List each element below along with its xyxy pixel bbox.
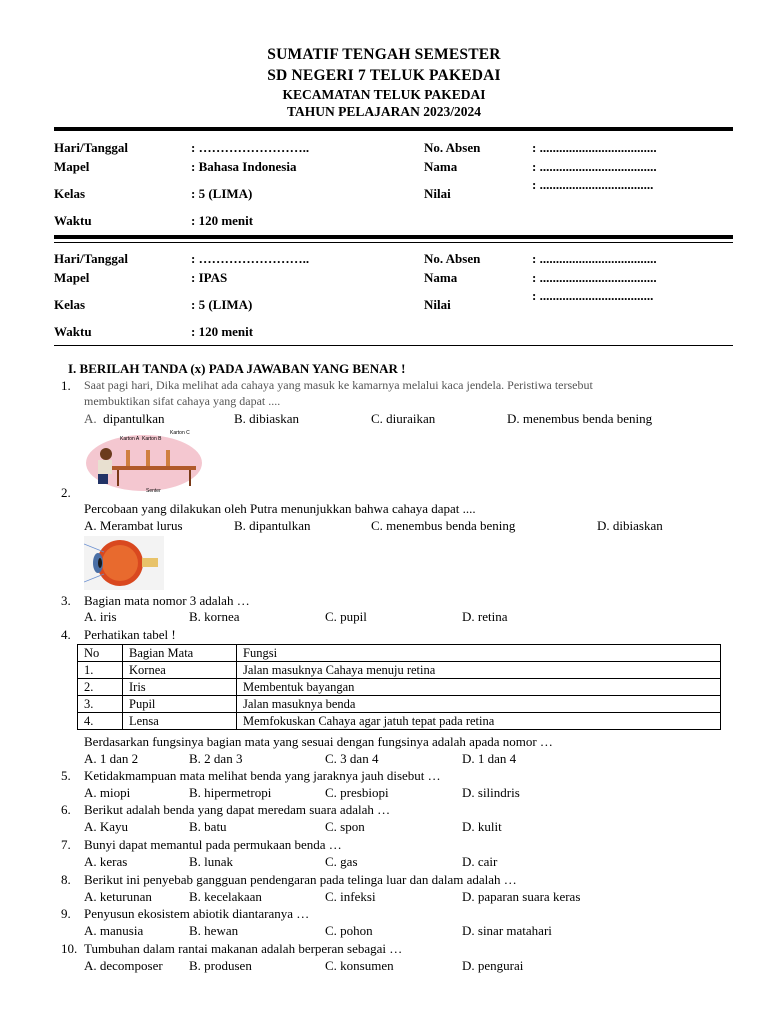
- q6-text: Berikut adalah benda yang dapat meredam suara adalah …: [84, 802, 391, 817]
- block2-mapel-label: Mapel: [54, 270, 90, 285]
- table-row: [78, 662, 721, 679]
- block2-absen-label: No. Absen: [424, 251, 481, 266]
- q4-option-d[interactable]: D. 1 dan 4: [462, 751, 517, 766]
- table-row: [78, 713, 721, 730]
- table-cell: 2.: [78, 679, 123, 696]
- eye-anatomy-illustration: [84, 536, 164, 590]
- q4-option-a[interactable]: A. 1 dan 2: [84, 751, 139, 766]
- q5-number: 5.: [61, 768, 71, 783]
- q3-option-b[interactable]: B. kornea: [189, 609, 240, 624]
- img-label-2: Karton B: [142, 436, 162, 442]
- q1-number: 1.: [61, 378, 71, 393]
- block1-nilai-value: : ...................................: [532, 177, 654, 192]
- q7-text: Bunyi dapat memantul pada permukaan benda …: [84, 837, 342, 852]
- block1-nama-label: Nama: [424, 159, 458, 174]
- img-label-4: Senter: [146, 488, 161, 494]
- q8-text: Berikut ini penyebab gangguan pendengaran pada telinga luar dan dalam adalah …: [84, 872, 517, 887]
- block2-nilai-label: Nilai: [424, 297, 451, 312]
- q1-option-a-label: A.: [84, 411, 97, 426]
- q1-option-b[interactable]: B. dibiaskan: [234, 411, 299, 426]
- school-year: TAHUN PELAJARAN 2023/2024: [286, 104, 481, 119]
- img-label-1: Karton A: [120, 436, 140, 442]
- q1-text-line1: Saat pagi hari, Dika melihat ada cahaya yang masuk ke kamarnya melalui kaca jendela. Peristiwa tersebut: [84, 378, 593, 392]
- block2-waktu-value: : 120 menit: [191, 324, 254, 339]
- q8-number: 8.: [61, 872, 71, 887]
- q6-option-a[interactable]: A. Kayu: [84, 819, 129, 834]
- q9-option-a[interactable]: A. manusia: [84, 923, 144, 938]
- block-divider-thin: [54, 242, 733, 243]
- q5-text: Ketidakmampuan mata melihat benda yang jaraknya jauh disebut …: [84, 768, 441, 783]
- block2-absen-value: : ....................................: [532, 251, 657, 266]
- q3-option-d[interactable]: D. retina: [462, 609, 508, 624]
- table-header-cell: No: [78, 645, 123, 662]
- q9-text: Penyusun ekosistem abiotik diantaranya …: [84, 906, 310, 921]
- q6-option-d[interactable]: D. kulit: [462, 819, 502, 834]
- school-name: SD NEGERI 7 TELUK PAKEDAI: [267, 67, 501, 84]
- q4-text: Perhatikan tabel !: [84, 627, 176, 642]
- q2-text: Percobaan yang dilakukan oleh Putra menunjukkan bahwa cahaya dapat ....: [84, 501, 476, 516]
- table-row: [78, 679, 721, 696]
- q1-option-c[interactable]: C. diuraikan: [371, 411, 436, 426]
- q10-number: 10.: [61, 941, 78, 956]
- block2-mapel-value: : IPAS: [191, 270, 228, 285]
- table-cell: Jalan masuknya benda: [237, 696, 721, 713]
- section-title: I. BERILAH TANDA (x) PADA JAWABAN YANG BENAR !: [68, 361, 406, 376]
- q8-option-a[interactable]: A. keturunan: [84, 889, 152, 904]
- q1-text-line2: membuktikan sifat cahaya yang dapat ....: [84, 394, 281, 408]
- q4-option-c[interactable]: C. 3 dan 4: [325, 751, 379, 766]
- q5-option-a[interactable]: A. miopi: [84, 785, 131, 800]
- q10-option-d[interactable]: D. pengurai: [462, 958, 524, 973]
- block1-mapel-value: : Bahasa Indonesia: [191, 159, 297, 174]
- q3-option-c[interactable]: C. pupil: [325, 609, 367, 624]
- block1-waktu-label: Waktu: [54, 213, 92, 228]
- q2-option-b[interactable]: B. dipantulkan: [234, 518, 311, 533]
- q10-option-c[interactable]: C. konsumen: [325, 958, 394, 973]
- block2-nama-label: Nama: [424, 270, 458, 285]
- block2-kelas-label: Kelas: [54, 297, 86, 312]
- q8-option-b[interactable]: B. kecelakaan: [189, 889, 262, 904]
- q7-number: 7.: [61, 837, 71, 852]
- block1-absen-label: No. Absen: [424, 140, 481, 155]
- q5-option-b[interactable]: B. hipermetropi: [189, 785, 272, 800]
- q1-option-d[interactable]: D. menembus benda bening: [507, 411, 653, 426]
- q9-option-c[interactable]: C. pohon: [325, 923, 373, 938]
- q8-option-c[interactable]: C. infeksi: [325, 889, 376, 904]
- table-header-cell: Fungsi: [237, 645, 721, 662]
- q10-option-b[interactable]: B. produsen: [189, 958, 252, 973]
- block1-nama-value: : ....................................: [532, 159, 657, 174]
- table-cell: 4.: [78, 713, 123, 730]
- q6-option-b[interactable]: B. batu: [189, 819, 227, 834]
- q7-option-d[interactable]: D. cair: [462, 854, 498, 869]
- block2-kelas-value: : 5 (LIMA): [191, 297, 253, 312]
- q8-option-d[interactable]: D. paparan suara keras: [462, 889, 581, 904]
- q7-option-a[interactable]: A. keras: [84, 854, 128, 869]
- q3-option-a[interactable]: A. iris: [84, 609, 117, 624]
- q2-option-d[interactable]: D. dibiaskan: [597, 518, 663, 533]
- block1-kelas-value: : 5 (LIMA): [191, 186, 253, 201]
- q6-option-c[interactable]: C. spon: [325, 819, 365, 834]
- block1-mapel-label: Mapel: [54, 159, 90, 174]
- q9-option-b[interactable]: B. hewan: [189, 923, 239, 938]
- table-cell: Jalan masuknya Cahaya menuju retina: [237, 662, 721, 679]
- table-cell: Memfokuskan Cahaya agar jatuh tepat pada retina: [237, 713, 721, 730]
- table-cell: Iris: [123, 679, 237, 696]
- q1-option-a-text: dipantulkan: [103, 411, 165, 426]
- block2-nilai-value: : ...................................: [532, 288, 654, 303]
- header-rule: [54, 127, 733, 131]
- block2-hari-label: Hari/Tanggal: [54, 251, 128, 266]
- block1-hari-label: Hari/Tanggal: [54, 140, 128, 155]
- q9-number: 9.: [61, 906, 71, 921]
- table-cell: Membentuk bayangan: [237, 679, 721, 696]
- q4-number: 4.: [61, 627, 71, 642]
- block1-hari-value: : ……………………..: [191, 140, 310, 155]
- q1-option-a[interactable]: [84, 411, 165, 427]
- q5-option-c[interactable]: C. presbiopi: [325, 785, 389, 800]
- q9-option-d[interactable]: D. sinar matahari: [462, 923, 552, 938]
- block2-nama-value: : ....................................: [532, 270, 657, 285]
- q10-text: Tumbuhan dalam rantai makanan adalah berperan sebagai …: [84, 941, 403, 956]
- exam-title: SUMATIF TENGAH SEMESTER: [267, 46, 501, 63]
- table-cell: Pupil: [123, 696, 237, 713]
- light-experiment-illustration: [84, 428, 204, 494]
- q2-number: 2.: [61, 485, 71, 500]
- q7-option-b[interactable]: B. lunak: [189, 854, 234, 869]
- eye-parts-table: [77, 644, 721, 730]
- table-row: [78, 696, 721, 713]
- block1-waktu-value: : 120 menit: [191, 213, 254, 228]
- q5-option-d[interactable]: D. silindris: [462, 785, 520, 800]
- block1-absen-value: : ....................................: [532, 140, 657, 155]
- q3-text: Bagian mata nomor 3 adalah …: [84, 593, 250, 608]
- block-divider: [54, 235, 733, 239]
- table-header-cell: Bagian Mata: [123, 645, 237, 662]
- img-label-3: Karton C: [170, 430, 190, 436]
- q4-followup-text: Berdasarkan fungsinya bagian mata yang sesuai dengan fungsinya adalah apada nomor …: [84, 734, 553, 749]
- q2-option-c[interactable]: C. menembus benda bening: [371, 518, 516, 533]
- table-cell: 1.: [78, 662, 123, 679]
- q7-option-c[interactable]: C. gas: [325, 854, 358, 869]
- table-header-row: [78, 645, 721, 662]
- block1-kelas-label: Kelas: [54, 186, 86, 201]
- q3-number: 3.: [61, 593, 71, 608]
- table-cell: Kornea: [123, 662, 237, 679]
- q10-option-a[interactable]: A. decomposer: [84, 958, 163, 973]
- q6-number: 6.: [61, 802, 71, 817]
- table-cell: 3.: [78, 696, 123, 713]
- block2-waktu-label: Waktu: [54, 324, 92, 339]
- table-cell: Lensa: [123, 713, 237, 730]
- district-name: KECAMATAN TELUK PAKEDAI: [282, 87, 486, 102]
- info-bottom-rule: [54, 345, 733, 346]
- block1-nilai-label: Nilai: [424, 186, 451, 201]
- block2-hari-value: : ……………………..: [191, 251, 310, 266]
- q2-option-a[interactable]: A. Merambat lurus: [84, 518, 183, 533]
- q4-option-b[interactable]: B. 2 dan 3: [189, 751, 243, 766]
